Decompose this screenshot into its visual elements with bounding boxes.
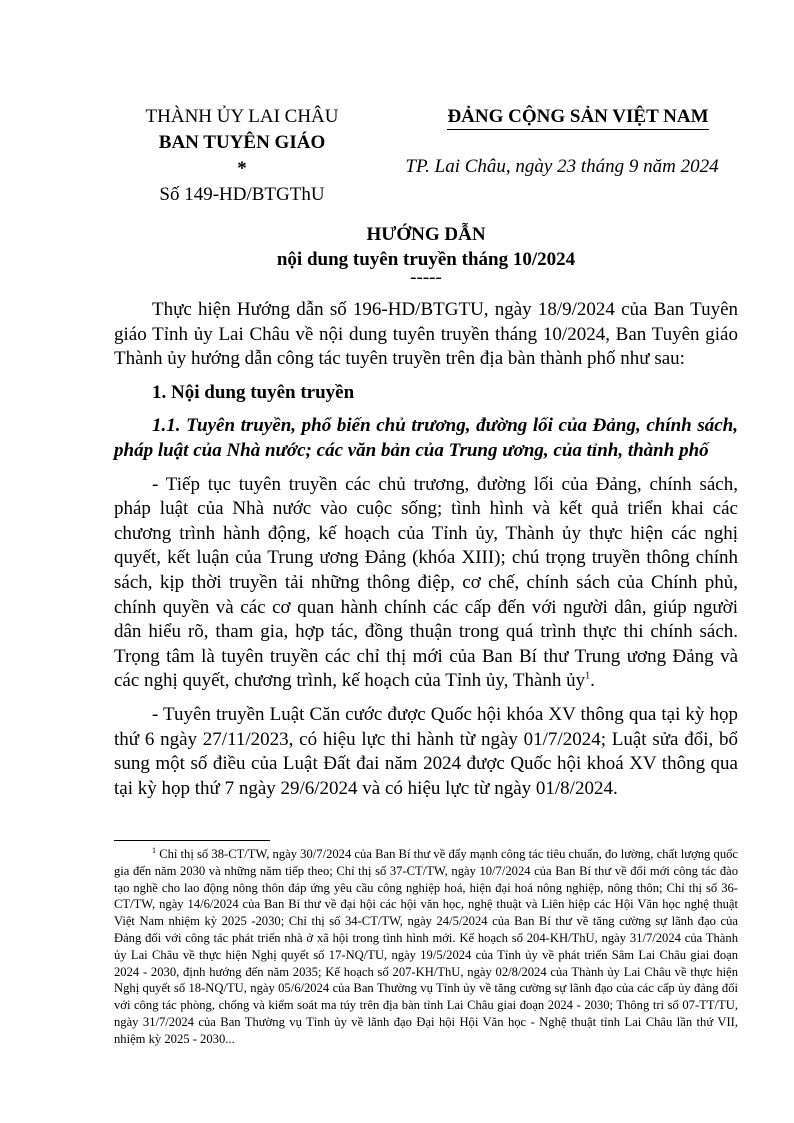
org-parent-name: THÀNH ỦY LAI CHÂU bbox=[145, 106, 339, 127]
place-date: TP. Lai Châu, ngày 23 tháng 9 năm 2024 bbox=[405, 156, 719, 177]
body-paragraph-1-end: . bbox=[590, 670, 595, 692]
footnote-marker: 1 bbox=[152, 845, 156, 855]
footnote-reference[interactable]: 1 bbox=[585, 670, 591, 682]
title-separator: ----- bbox=[410, 267, 442, 288]
national-header-block bbox=[388, 104, 758, 180]
asterisk-mark: * bbox=[237, 158, 247, 179]
document-subtitle: nội dung tuyên truyền tháng 10/2024 bbox=[276, 249, 576, 270]
section-heading: 1. Nội dung tuyên truyền bbox=[152, 381, 355, 403]
document-body bbox=[114, 298, 738, 810]
document-title-block bbox=[114, 222, 738, 286]
issuing-organization-block bbox=[122, 104, 362, 208]
body-paragraph-2: - Tuyên truyền Luật Căn cước được Quốc hội khóa XV thông qua tại kỳ họp thứ 6 ngày 27/11/2023, có hiệu lực thi hành từ ngày 01/7/2024; Luật sửa đổi, bổ sung một số điều của Luật Đất đai năm 2024 được Quốc hội khoá XV thông qua tại kỳ họp thứ 7 ngày 29/6/2024 và có hiệu lực từ ngày 01/8/2024. bbox=[114, 703, 738, 799]
subsection-heading: 1.1. Tuyên truyền, phổ biến chủ trương, đường lối của Đảng, chính sách, pháp luật của Nhà nước; các văn bản của Trung ương, của tỉnh, thành phố bbox=[114, 415, 738, 461]
document-number: Số 149-HD/BTGThU bbox=[159, 184, 325, 205]
document-title: HƯỚNG DẪN bbox=[366, 224, 486, 245]
footnote-text: Chỉ thị số 38-CT/TW, ngày 30/7/2024 của Ban Bí thư về đẩy mạnh công tác tiêu chuẩn, đo lường, chất lượng quốc gia đến năm 2030 và những năm tiếp theo; Chỉ thị số 37-CT/TW, ngày 10/7/2024 của Ban Bí thư về đổi mới công tác đào tạo nghề cho lao động nông thôn đáp ứng yêu cầu công nghiệp hoá, hiện đại hoá nông nghiệp, nông thôn; Chỉ thị số 36-CT/TW, ngày 14/6/2024 của Ban Bí thư về đại hội các hội văn học, nghệ thuật và Liên hiệp các Hội Văn học nghệ thuật Việt Nam nhiệm kỳ 2025 -2030; Chỉ thị số 34-CT/TW, ngày 24/5/2024 của Ban Bí thư về tăng cường sự lãnh đạo của Đảng đối với công tác phát triển nhà ở xã hội trong tình hình mới. Kế hoạch số 204-KH/ThU, ngày 31/7/2024 của Thành ủy Lai Châu về thực hiện Nghị quyết số 17-NQ/TU, ngày 19/5/2024 của Tỉnh ủy về phát triển Sâm Lai Châu giai đoạn 2024 - 2030, định hướng đến năm 2035; Kế hoạch số 207-KH/ThU, ngày 02/8/2024 của Thành ủy Lai Châu về thực hiện Nghị quyết số 18-NQ/TU, ngày 05/6/2024 của Ban Thường vụ Tỉnh ủy về tăng cường sự lãnh đạo của các cấp ủy đảng đối với công tác phòng, chống và kiểm soát ma túy trên địa bàn tỉnh Lai Châu giai đoạn 2024 - 2030; Thông tri số 07-TT/TU, ngày 31/7/2024 của Ban Thường vụ Tỉnh ủy về lãnh đạo Đại hội Hội Văn học - Nghệ thuật tỉnh Lai Châu lần thứ VII, nhiệm kỳ 2025 - 2030... bbox=[114, 847, 738, 1046]
body-paragraph-1 bbox=[114, 473, 738, 694]
footnote bbox=[114, 846, 738, 1048]
footnote-separator bbox=[114, 840, 270, 841]
intro-paragraph: Thực hiện Hướng dẫn số 196-HD/BTGTU, ngày 18/9/2024 của Ban Tuyên giáo Tỉnh ủy Lai Châu về nội dung tuyên truyền tháng 10/2024, Ban Tuyên giáo Thành ủy hướng dẫn công tác tuyên truyền trên địa bàn thành phố như sau: bbox=[114, 299, 738, 370]
org-name: BAN TUYÊN GIÁO bbox=[158, 132, 326, 153]
party-name: ĐẢNG CỘNG SẢN VIỆT NAM bbox=[447, 106, 708, 130]
body-paragraph-1-text: - Tiếp tục tuyên truyền các chủ trương, đường lối của Đảng, chính sách, pháp luật của Nhà nước vào cuộc sống; tình hình và kết quả triển khai các chương trình hành động, kế hoạch của Tỉnh ủy, Thành ủy thực hiện các nghị quyết, kết luận của Trung ương Đảng (khóa XIII); chú trọng truyền thông chính sách, kịp thời truyền tải những thông điệp, cơ chế, chính sách của Chính phủ, chính quyền và các cơ quan hành chính các cấp đến với người dân, giúp người dân hiểu rõ, tham gia, hợp tác, đồng thuận trong quá trình thực thi chính sách. Trọng tâm là tuyên truyền các chỉ thị mới của Ban Bí thư Trung ương Đảng và các nghị quyết, chương trình, kế hoạch của Tỉnh ủy, Thành ủy bbox=[114, 473, 738, 692]
